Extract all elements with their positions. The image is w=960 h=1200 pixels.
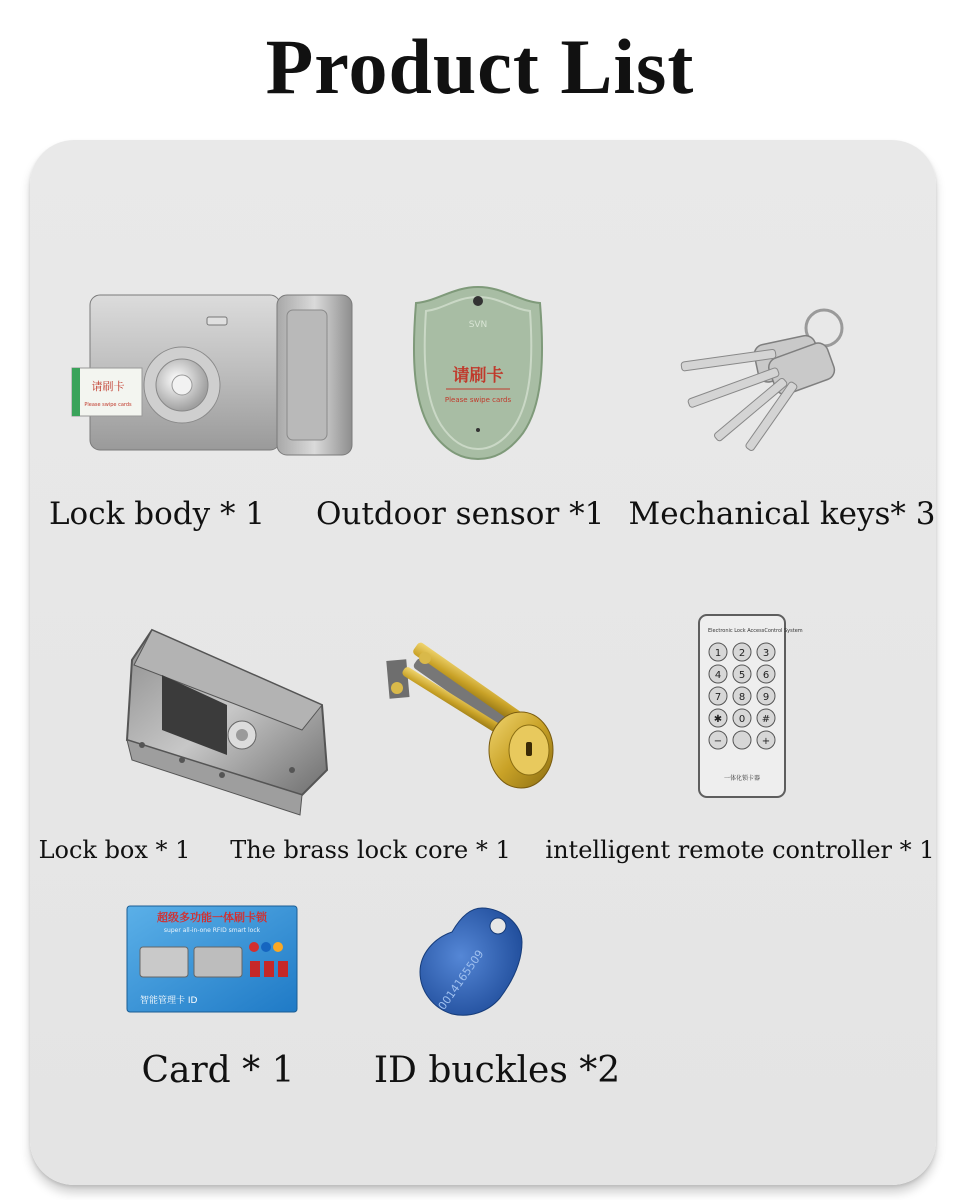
remote-key-label: 3 [762,648,770,659]
remote-key-label: 7 [714,692,722,703]
item-label-remote-controller: intelligent remote controller * 1 [545,836,935,864]
remote-key-label: # [761,714,771,725]
remote-key-label: + [761,736,771,747]
remote-key-label: ✱ [713,714,723,725]
remote-key-label: 9 [762,692,770,703]
card-image [126,905,298,1013]
remote-key-label: 5 [738,670,746,681]
sensor-brand: SVN [468,320,488,330]
card-title-cn: 超级多功能一体刷卡锁 [157,911,267,924]
item-label-card: Card * 1 [141,1050,295,1091]
remote-header: Electronic Lock AccessControl System [708,628,803,634]
outdoor-sensor-image [408,283,548,463]
lock-sticker-cn: 请刷卡 [91,380,125,393]
item-label-lock-box: Lock box * 1 [38,836,191,864]
page-title: Product List [265,23,695,110]
item-label-mechanical-keys: Mechanical keys* 3 [628,496,936,532]
remote-key-label: 1 [714,648,722,659]
remote-key-label: 4 [714,670,722,681]
remote-key-label: 6 [762,670,770,681]
item-label-brass-lock-core: The brass lock core * 1 [230,836,511,864]
remote-keypad [709,643,775,749]
item-label-outdoor-sensor: Outdoor sensor *1 [316,496,605,532]
mechanical-keys-image [676,300,846,450]
sensor-cn: 请刷卡 [452,366,504,386]
sensor-en: Please swipe cards [444,396,512,404]
item-label-id-buckles: ID buckles *2 [373,1050,621,1091]
remote-footer: 一体化锁卡器 [723,775,761,782]
item-label-lock-body: Lock body * 1 [48,496,266,532]
lock-body-image [72,290,357,460]
remote-key-label: 2 [738,648,746,659]
card-footer-cn: 智能管理卡 ID [140,996,198,1006]
card-subtitle: super all-in-one RFID smart lock [163,927,261,934]
lock-sticker-en: Please swipe cards [84,402,132,408]
buckle-number: 0014165509 [435,947,487,1013]
brass-lock-core-image [383,640,563,800]
remote-key-label: 0 [738,714,746,725]
remote-key-label: − [713,736,723,747]
remote-key [733,731,751,749]
id-buckle-image [412,902,530,1020]
remote-key-label: 8 [738,692,746,703]
lock-box-image [122,620,332,820]
remote-controller-image [698,614,803,798]
